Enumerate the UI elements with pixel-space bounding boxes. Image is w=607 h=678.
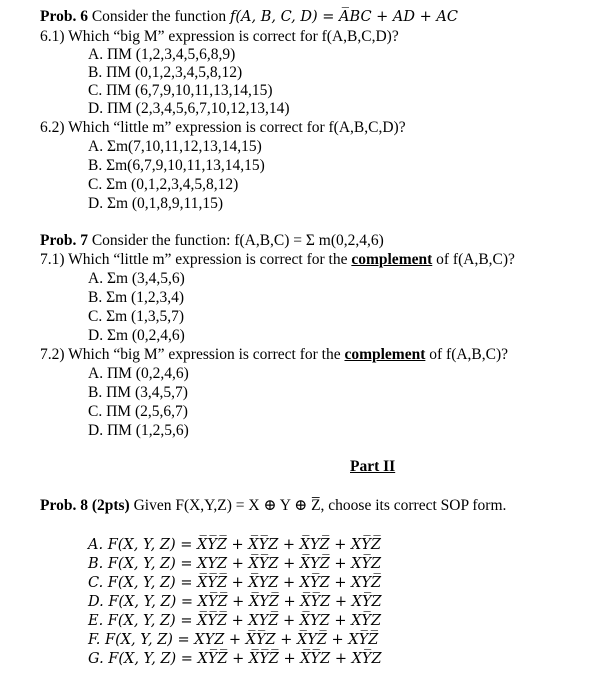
q71-keyword: complement: [351, 251, 433, 268]
prob6-function: f(A, B, C, D) = A̅BC + AD + AC: [230, 9, 458, 25]
q8-option-c: C. F(X, Y, Z) = X̅Y̅Z̅ + X̅YZ + XY̅Z + XYZ̅: [88, 575, 382, 591]
q72-option-d: D. ΠM (1,2,5,6): [88, 422, 189, 439]
q72-keyword: complement: [344, 346, 426, 363]
q8-option-f: F. F(X, Y, Z) = XYZ + X̅Y̅Z + X̅YZ̅ + XY̅Z̅: [88, 632, 379, 648]
q71-post: of f(A,B,C)?: [432, 251, 515, 268]
q8-option-g: G. F(X, Y, Z) = XY̅Z̅ + X̅Y̅Z̅ + X̅Y̅Z + XY̅Z: [88, 651, 382, 667]
prob8-heading-text: Given F(X,Y,Z) = X ⊕ Y ⊕ Z̅, choose its correct SOP form.: [129, 497, 507, 514]
q71-option-b: B. Σm (1,2,3,4): [88, 289, 184, 306]
q8-option-e: E. F(X, Y, Z) = X̅Y̅Z̅ + XYZ̅ + X̅YZ + XY̅Z: [88, 613, 382, 629]
part-ii-heading: Part II: [350, 458, 396, 475]
q8-option-d: D. F(X, Y, Z) = XY̅Z̅ + X̅YZ̅ + X̅Y̅Z + XY̅Z: [88, 594, 382, 610]
q71-pre: 7.1) Which “little m” expression is correct for the: [40, 251, 352, 268]
q72-pre: 7.2) Which “big M” expression is correct for the: [40, 346, 345, 363]
q61-text: 6.1) Which “big M” expression is correct for f(A,B,C,D)?: [40, 28, 399, 45]
q62-option-c: C. Σm (0,1,2,3,4,5,8,12): [88, 176, 239, 193]
q61-option-d: D. ΠM (2,3,4,5,6,7,10,12,13,14): [88, 100, 290, 117]
prob7-heading-text: Consider the function: f(A,B,C) = Σ m(0,2,4,6): [87, 232, 384, 249]
q72-option-c: C. ΠM (2,5,6,7): [88, 403, 188, 420]
prob6-heading-text: Consider the function: [87, 8, 231, 25]
q8-option-b: B. F(X, Y, Z) = XYZ + X̅Y̅Z + X̅YZ̅ + XY̅Z: [88, 556, 382, 572]
q71-option-c: C. Σm (1,3,5,7): [88, 308, 184, 325]
q71-option-d: D. Σm (0,2,4,6): [88, 327, 185, 344]
prob6-label: Prob. 6: [40, 8, 88, 25]
q8-option-a: A. F(X, Y, Z) = X̅Y̅Z̅ + X̅Y̅Z + X̅YZ̅ + XY̅Z̅: [88, 537, 381, 553]
q71-option-a: A. Σm (3,4,5,6): [88, 270, 185, 287]
q61-option-a: A. ΠM (1,2,3,4,5,6,8,9): [88, 46, 236, 63]
q62-option-b: B. Σm(6,7,9,10,11,13,14,15): [88, 157, 265, 174]
q72-option-b: B. ΠM (3,4,5,7): [88, 384, 188, 401]
q72-option-a: A. ΠM (0,2,4,6): [88, 365, 189, 382]
prob7-heading: [40, 232, 384, 250]
prob6-heading: [40, 8, 458, 26]
q72-post: of f(A,B,C)?: [425, 346, 509, 363]
q72-text: [40, 346, 508, 364]
q62-option-d: D. Σm (0,1,8,9,11,15): [88, 195, 224, 212]
prob8-label: Prob. 8 (2pts): [40, 497, 130, 514]
q62-text: 6.2) Which “little m” expression is correct for f(A,B,C,D)?: [40, 119, 406, 136]
q61-option-b: B. ΠM (0,1,2,3,4,5,8,12): [88, 64, 243, 81]
q62-option-a: A. Σm(7,10,11,12,13,14,15): [88, 138, 262, 155]
q71-text: [40, 251, 515, 269]
prob8-heading: [40, 497, 506, 515]
q61-option-c: C. ΠM (6,7,9,10,11,13,14,15): [88, 82, 273, 99]
prob7-label: Prob. 7: [40, 232, 88, 249]
